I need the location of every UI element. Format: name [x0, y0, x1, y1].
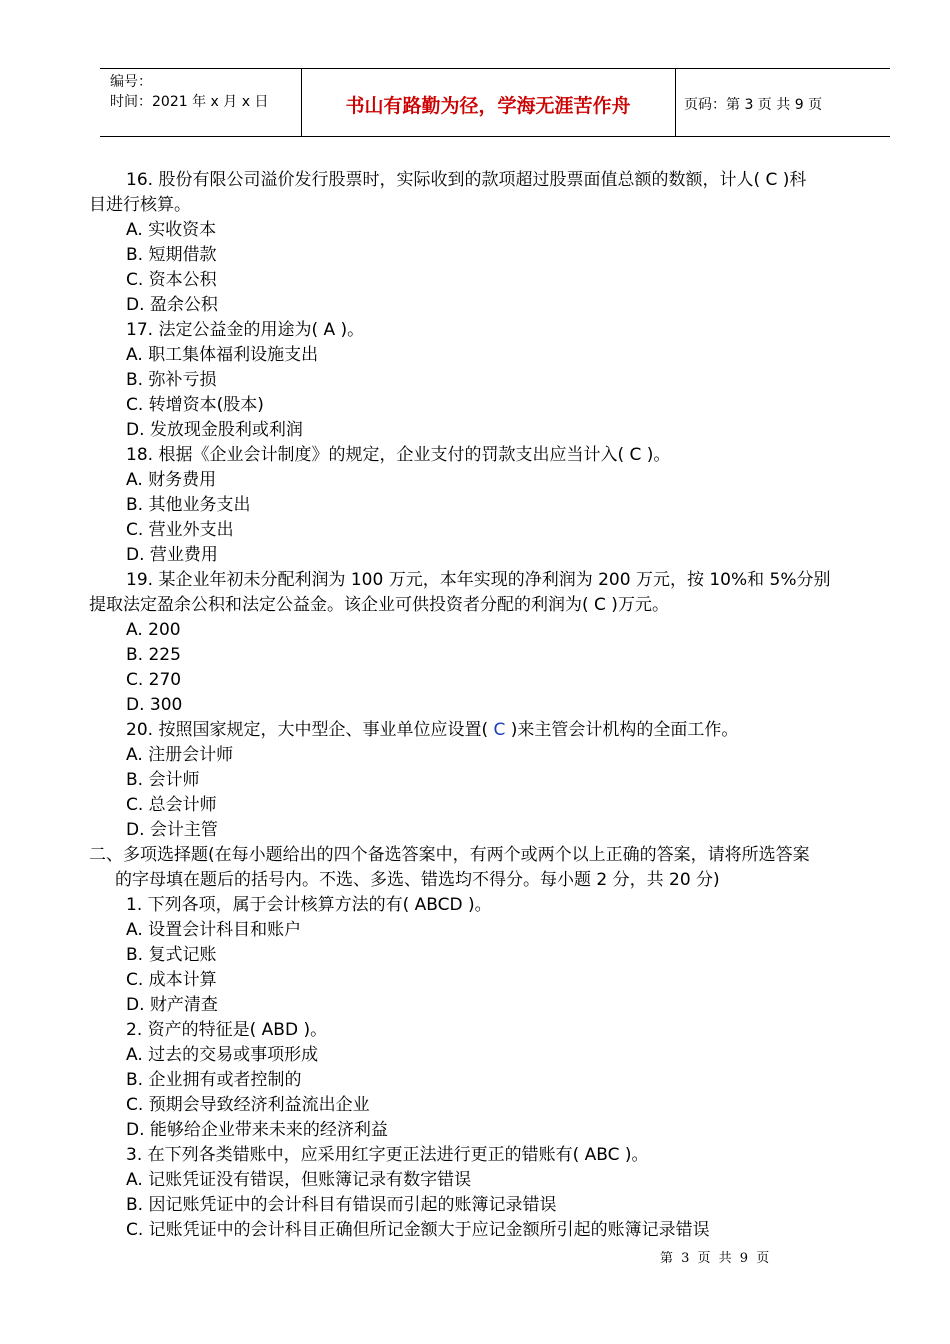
question-16-option-b: B. 短期借款 — [126, 245, 217, 265]
question-20-stem-before: 20. 按照国家规定，大中型企、事业单位应设置( — [126, 720, 489, 740]
section-2-heading-continued: 的字母填在题后的括号内。不选、多选、错选均不得分。每小题 2 分，共 20 分) — [115, 870, 720, 890]
question-16-stem: 16. 股份有限公司溢价发行股票时，实际收到的款项超过股票面值总额的数额，计人( C )科 — [126, 170, 807, 190]
question-17-option-a: A. 职工集体福利设施支出 — [126, 345, 319, 365]
question-20-stem — [89, 718, 911, 743]
document-number-label: 编号： — [110, 74, 152, 90]
question-19-stem-continued: 提取法定盈余公积和法定公益金。该企业可供投资者分配的利润为( C )万元。 — [89, 595, 669, 615]
multi-question-1-option-b: B. 复式记账 — [126, 945, 217, 965]
question-20-option-b: B. 会计师 — [126, 770, 200, 790]
question-18-stem: 18. 根据《企业会计制度》的规定，企业支付的罚款支出应当计入( C )。 — [126, 445, 671, 465]
question-17-option-b: B. 弥补亏损 — [126, 370, 217, 390]
multi-question-2-stem: 2. 资产的特征是( ABD )。 — [126, 1020, 328, 1040]
multi-question-1-option-c: C. 成本计算 — [126, 970, 217, 990]
header-page-info: 页码：第 3 页 共 9 页 — [684, 97, 823, 113]
question-20-option-a: A. 注册会计师 — [126, 745, 234, 765]
question-18-option-b: B. 其他业务支出 — [126, 495, 251, 515]
question-20-answer: C — [488, 720, 511, 740]
question-19-option-b: B. 225 — [126, 645, 181, 665]
page-footer: 第 3 页 共 9 页 — [660, 1251, 770, 1266]
question-19-option-a: A. 200 — [126, 620, 181, 640]
header-motto: 书山有路勤为径，学海无涯苦作舟 — [345, 95, 631, 117]
question-20-stem-after: )来主管会计机构的全面工作。 — [510, 720, 739, 740]
multi-question-3-option-c: C. 记账凭证中的会计科目正确但所记金额大于应记金额所引起的账簿记录错误 — [126, 1220, 710, 1240]
question-18-option-c: C. 营业外支出 — [126, 520, 234, 540]
question-19-option-c: C. 270 — [126, 670, 182, 690]
document-body — [89, 168, 911, 1243]
question-19-stem: 19. 某企业年初未分配利润为 100 万元，本年实现的净利润为 200 万元，按 10%和 5%分别 — [126, 570, 831, 590]
question-17-option-c: C. 转增资本(股本) — [126, 395, 264, 415]
question-17-stem: 17. 法定公益金的用途为( A )。 — [126, 320, 365, 340]
header-middle-cell — [301, 69, 676, 136]
multi-question-1-stem: 1. 下列各项，属于会计核算方法的有( ABCD )。 — [126, 895, 492, 915]
question-18-option-a: A. 财务费用 — [126, 470, 217, 490]
multi-question-1-option-a: A. 设置会计科目和账户 — [126, 920, 302, 940]
page-header — [100, 68, 890, 137]
question-20-option-c: C. 总会计师 — [126, 795, 217, 815]
multi-question-2-option-b: B. 企业拥有或者控制的 — [126, 1070, 302, 1090]
multi-question-3-option-a: A. 记账凭证没有错误，但账簿记录有数字错误 — [126, 1170, 472, 1190]
question-19-option-d: D. 300 — [126, 695, 183, 715]
section-2-heading: 二、多项选择题(在每小题给出的四个备选答案中，有两个或两个以上正确的答案，请将所选答案 — [89, 845, 810, 865]
question-18-option-d: D. 营业费用 — [126, 545, 218, 565]
question-16-option-d: D. 盈余公积 — [126, 295, 218, 315]
multi-question-2-option-d: D. 能够给企业带来未来的经济利益 — [126, 1120, 388, 1140]
document-time-label: 时间：2021 年 x 月 x 日 — [110, 94, 269, 110]
question-16-option-a: A. 实收资本 — [126, 220, 217, 240]
multi-question-2-option-a: A. 过去的交易或事项形成 — [126, 1045, 319, 1065]
header-left-cell — [100, 69, 302, 136]
multi-question-3-stem: 3. 在下列各类错账中，应采用红字更正法进行更正的错账有( ABC )。 — [126, 1145, 649, 1165]
multi-question-3-option-b: B. 因记账凭证中的会计科目有错误而引起的账簿记录错误 — [126, 1195, 557, 1215]
multi-question-2-option-c: C. 预期会导致经济利益流出企业 — [126, 1095, 370, 1115]
question-16-option-c: C. 资本公积 — [126, 270, 217, 290]
question-17-option-d: D. 发放现金股利或利润 — [126, 420, 303, 440]
multi-question-1-option-d: D. 财产清查 — [126, 995, 218, 1015]
header-right-cell — [676, 69, 890, 136]
question-20-option-d: D. 会计主管 — [126, 820, 218, 840]
question-16-stem-continued: 目进行核算。 — [89, 195, 191, 215]
